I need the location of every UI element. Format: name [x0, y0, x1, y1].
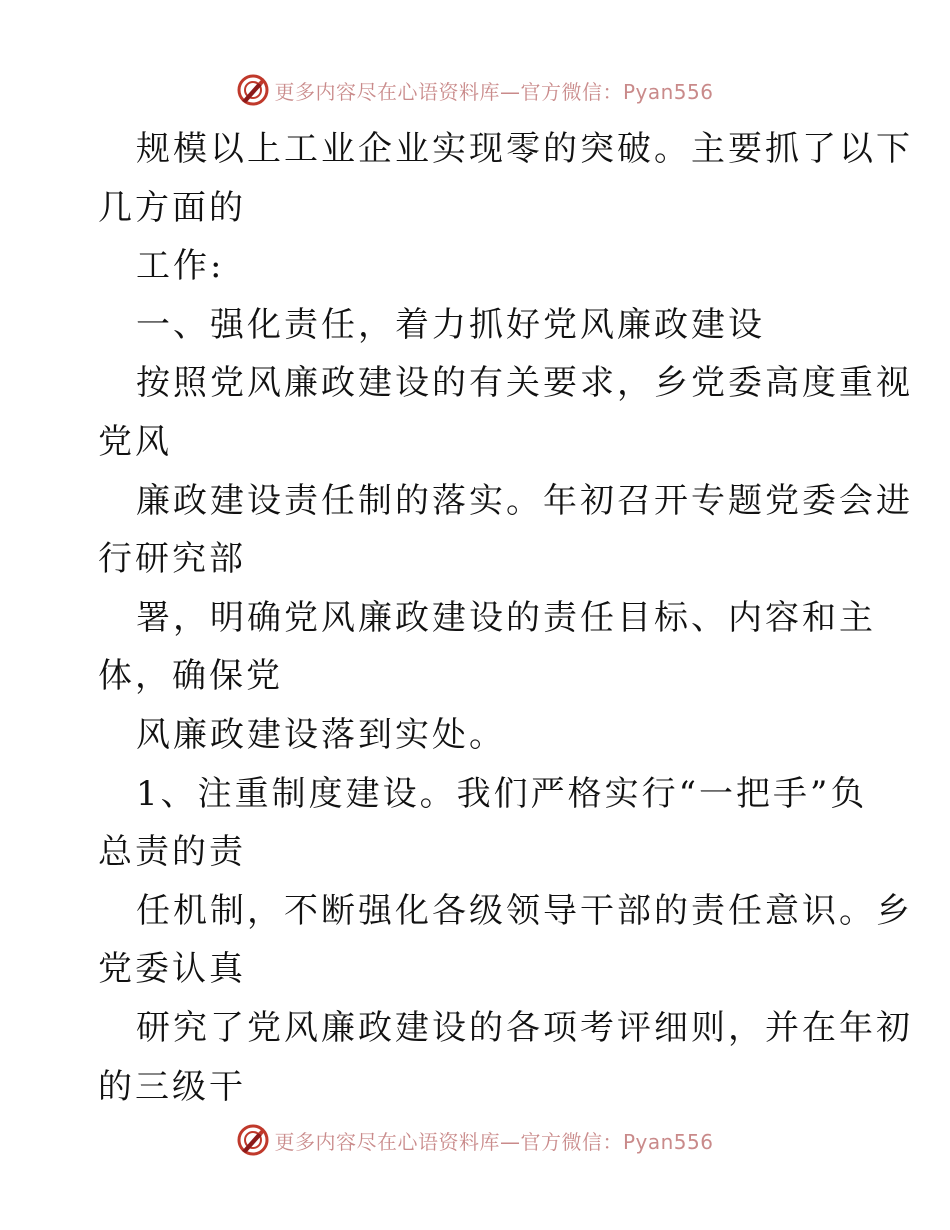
text-line: 工作:	[136, 246, 225, 287]
text-line: 研究了党风廉政建设的各项考评细则，并在年初	[136, 1007, 913, 1048]
header-watermark-text: 更多内容尽在心语资料库—官方微信：Pyan556	[274, 79, 714, 104]
text-line: 行研究部	[98, 539, 246, 580]
text-line: 几方面的	[98, 187, 246, 228]
text-line: 总责的责	[98, 832, 246, 873]
footer-watermark	[0, 1118, 950, 1162]
text-line: 规模以上工业企业实现零的突破。主要抓了以下	[136, 129, 913, 169]
text-line: 署，明确党风廉政建设的责任目标、内容和主	[136, 597, 876, 638]
footer-watermark-text: 更多内容尽在心语资料库—官方微信：Pyan556	[274, 1129, 714, 1154]
text-line: 廉政建设责任制的落实。年初召开专题党委会进	[136, 480, 913, 521]
text-line: 任机制，不断强化各级领导干部的责任意识。乡	[136, 890, 913, 931]
document-body	[98, 120, 913, 1116]
header-watermark	[0, 68, 950, 112]
pen-logo-icon	[236, 73, 270, 107]
text-line: 按照党风廉政建设的有关要求，乡党委高度重视	[136, 363, 913, 404]
text-line: 党风	[98, 421, 172, 462]
pen-logo-icon	[236, 1123, 270, 1157]
text-line: 体，确保党	[98, 656, 283, 697]
section-heading: 一、强化责任，着力抓好党风廉政建设	[136, 304, 765, 345]
text-line: 的三级干	[98, 1066, 246, 1107]
text-line: 风廉政建设落到实处。	[136, 714, 506, 755]
text-line: 党委认真	[98, 949, 246, 990]
text-line: 1、注重制度建设。我们严格实行“一把手”负	[136, 773, 868, 814]
